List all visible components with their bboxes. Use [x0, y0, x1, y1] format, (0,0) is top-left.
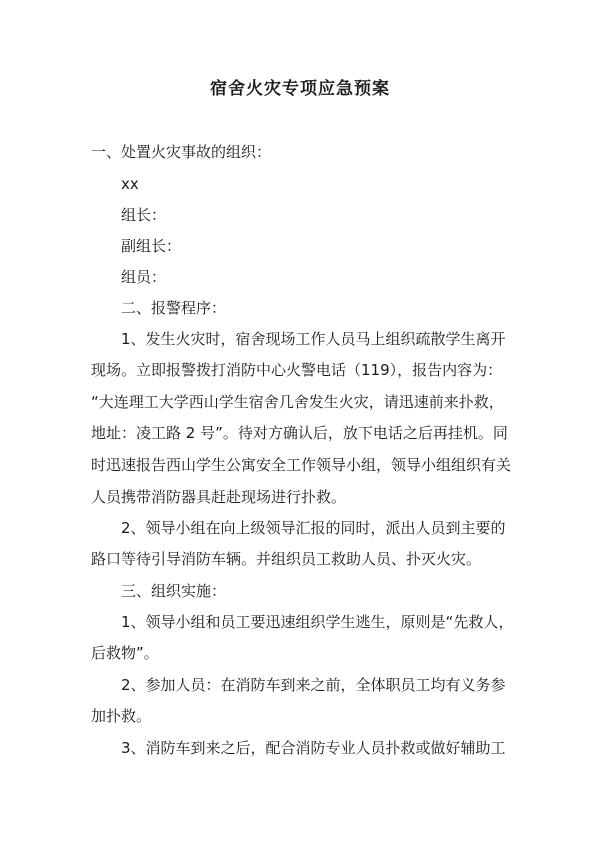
paragraph-line: 1、领导小组和员工要迅速组织学生逃生，原则是“先救人，	[121, 613, 514, 631]
paragraph-line: 后救物”。	[91, 644, 159, 662]
paragraph-line: 人员携带消防器具赶赴现场进行扑救。	[91, 488, 347, 506]
group-leader-line: 组长：	[121, 206, 167, 224]
paragraph-line: 路口等待引导消防车辆。并组织员工救助人员、扑灭火灾。	[91, 550, 482, 568]
members-line: 组员：	[121, 268, 167, 286]
paragraph-line: 2、参加人员：在消防车到来之前，全体职员工均有义务参	[121, 676, 506, 694]
section-heading-organization: 一、处置火灾事故的组织：	[91, 143, 272, 161]
paragraph-line: “大连理工大学西山学生宿舍几舍发生火灾，请迅速前来扑救，	[91, 393, 504, 411]
paragraph-line: 2、领导小组在向上级领导汇报的同时，派出人员到主要的	[121, 519, 506, 537]
paragraph-line: 3、消防车到来之后，配合消防专业人员扑救或做好辅助工	[121, 739, 506, 757]
paragraph-line: 加扑救。	[91, 707, 152, 725]
paragraph-line: 时迅速报告西山学生公寓安全工作领导小组，领导小组组织有关	[91, 456, 512, 474]
section-heading-alarm: 二、报警程序：	[121, 299, 227, 317]
paragraph-line: 地址：凌工路 2 号”。待对方确认后，放下电话之后再挂机。同	[91, 424, 508, 442]
paragraph-line: 1、发生火灾时，宿舍现场工作人员马上组织疏散学生离开	[121, 330, 506, 348]
section-heading-implementation: 三、组织实施：	[121, 582, 227, 600]
document-title: 宿舍火灾专项应急预案	[210, 79, 390, 99]
paragraph-line: 现场。立即报警拨打消防中心火警电话（119），报告内容为：	[91, 361, 503, 379]
org-name-line: xx	[121, 175, 139, 193]
deputy-leader-line: 副组长：	[121, 237, 182, 255]
